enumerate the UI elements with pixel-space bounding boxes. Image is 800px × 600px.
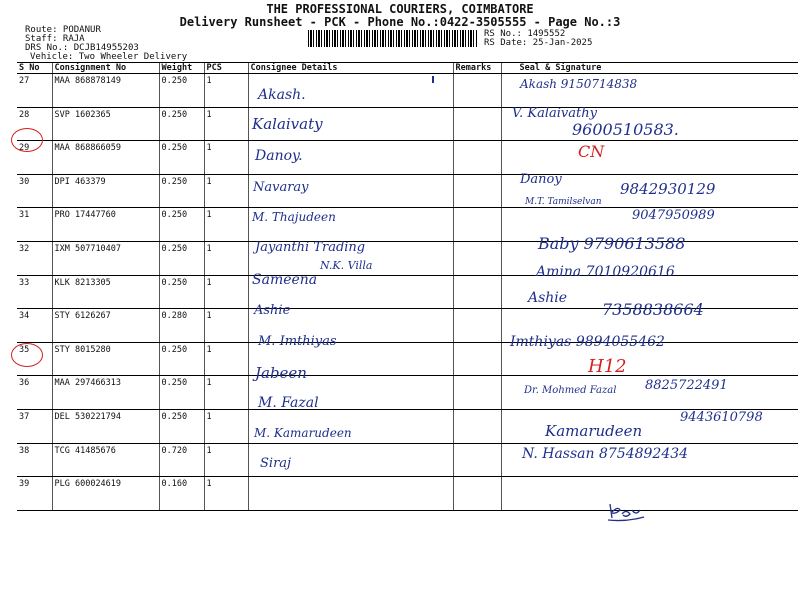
row-consignment: MAA 868878149 bbox=[52, 74, 159, 108]
row-pcs: 1 bbox=[204, 443, 248, 477]
handwritten-consignee: Sameena bbox=[252, 272, 318, 288]
red-remark: CN bbox=[578, 142, 605, 161]
row-pcs: 1 bbox=[204, 477, 248, 511]
row-weight: 0.720 bbox=[159, 443, 204, 477]
handwritten-consignee: M. Imthiyas bbox=[258, 334, 337, 349]
row-sno: 36 bbox=[17, 376, 52, 410]
row-remarks bbox=[453, 376, 501, 410]
row-signature bbox=[501, 141, 798, 175]
row-sno: 33 bbox=[17, 275, 52, 309]
row-sno: 29 bbox=[17, 141, 52, 175]
row-weight: 0.280 bbox=[159, 309, 204, 343]
row-consignee bbox=[248, 477, 453, 511]
table-header-row bbox=[17, 63, 798, 74]
handwritten-signature: Dr. Mohmed Fazal bbox=[524, 385, 617, 396]
table-row bbox=[17, 477, 798, 511]
row-sno: 30 bbox=[17, 174, 52, 208]
row-remarks bbox=[453, 241, 501, 275]
handwritten-consignee: Navaray bbox=[253, 180, 309, 195]
handwritten-signature: Amina 7010920616 bbox=[536, 264, 675, 280]
ink-mark bbox=[432, 76, 434, 83]
row-weight: 0.250 bbox=[159, 275, 204, 309]
header-signature: Seal & Signature bbox=[501, 63, 798, 74]
barcode bbox=[308, 30, 478, 47]
header-consignment: Consignment No bbox=[52, 63, 159, 74]
red-circle-mark bbox=[11, 128, 43, 152]
handwritten-signature: Akash 9150714838 bbox=[520, 77, 638, 91]
row-remarks bbox=[453, 141, 501, 175]
row-weight: 0.250 bbox=[159, 342, 204, 376]
row-weight: 0.250 bbox=[159, 107, 204, 141]
handwritten-signature: Kamarudeen bbox=[545, 422, 643, 440]
handwritten-signature: 9443610798 bbox=[680, 410, 763, 425]
row-consignment: PLG 600024619 bbox=[52, 477, 159, 511]
row-pcs: 1 bbox=[204, 141, 248, 175]
row-sno: 35 bbox=[17, 342, 52, 376]
row-consignment: MAA 868866059 bbox=[52, 141, 159, 175]
row-sno: 37 bbox=[17, 409, 52, 443]
row-weight: 0.250 bbox=[159, 141, 204, 175]
handwritten-signature: M.T. Tamilselvan bbox=[525, 197, 602, 207]
row-weight: 0.250 bbox=[159, 74, 204, 108]
header-remarks: Remarks bbox=[453, 63, 501, 74]
header-pcs: PCS bbox=[204, 63, 248, 74]
row-consignment: DEL 530221794 bbox=[52, 409, 159, 443]
row-sno: 27 bbox=[17, 74, 52, 108]
table-row bbox=[17, 107, 798, 141]
row-consignment: MAA 297466313 bbox=[52, 376, 159, 410]
runsheet-table bbox=[17, 62, 798, 511]
row-sno: 32 bbox=[17, 241, 52, 275]
row-pcs: 1 bbox=[204, 275, 248, 309]
header-weight: Weight bbox=[159, 63, 204, 74]
row-sno: 34 bbox=[17, 309, 52, 343]
row-remarks bbox=[453, 342, 501, 376]
row-weight: 0.250 bbox=[159, 241, 204, 275]
row-remarks bbox=[453, 309, 501, 343]
handwritten-signature: 7358838664 bbox=[602, 300, 704, 319]
row-weight: 0.250 bbox=[159, 409, 204, 443]
row-pcs: 1 bbox=[204, 174, 248, 208]
row-consignment: IXM 507710407 bbox=[52, 241, 159, 275]
handwritten-consignee: Jabeen bbox=[255, 364, 307, 382]
row-sno: 28 bbox=[17, 107, 52, 141]
row-weight: 0.250 bbox=[159, 376, 204, 410]
row-remarks bbox=[453, 208, 501, 242]
row-pcs: 1 bbox=[204, 107, 248, 141]
row-pcs: 1 bbox=[204, 409, 248, 443]
handwritten-signature: 8825722491 bbox=[645, 378, 728, 393]
handwritten-signature: N. Hassan 8754892434 bbox=[522, 446, 689, 462]
table-row bbox=[17, 141, 798, 175]
row-remarks bbox=[453, 174, 501, 208]
handwritten-signature: Danoy bbox=[520, 172, 562, 187]
handwritten-signature: 9047950989 bbox=[632, 208, 715, 223]
row-weight: 0.250 bbox=[159, 208, 204, 242]
initials-signature bbox=[606, 500, 646, 524]
header-consignee: Consignee Details bbox=[248, 63, 453, 74]
red-remark: H12 bbox=[588, 356, 627, 377]
rs-number: RS No.: 1495552 bbox=[484, 29, 566, 39]
staff-label: Staff: RAJA bbox=[25, 34, 85, 44]
row-consignment: PRO 17447760 bbox=[52, 208, 159, 242]
handwritten-consignee: Kalaivaty bbox=[252, 115, 323, 133]
row-consignment: DPI 463379 bbox=[52, 174, 159, 208]
row-pcs: 1 bbox=[204, 376, 248, 410]
row-pcs: 1 bbox=[204, 309, 248, 343]
handwritten-signature: 9600510583. bbox=[572, 120, 679, 139]
row-remarks bbox=[453, 409, 501, 443]
handwritten-consignee: Ashie bbox=[254, 303, 291, 318]
row-remarks bbox=[453, 275, 501, 309]
row-remarks bbox=[453, 74, 501, 108]
row-remarks bbox=[453, 107, 501, 141]
handwritten-consignee: M. Thajudeen bbox=[252, 210, 336, 224]
row-pcs: 1 bbox=[204, 74, 248, 108]
handwritten-consignee: Jayanthi Trading bbox=[255, 240, 366, 255]
row-sno: 38 bbox=[17, 443, 52, 477]
row-weight: 0.250 bbox=[159, 174, 204, 208]
row-weight: 0.160 bbox=[159, 477, 204, 511]
handwritten-consignee: M. Kamarudeen bbox=[254, 426, 352, 440]
handwritten-consignee: Danoy. bbox=[255, 148, 303, 164]
route-label: Route: PODANUR bbox=[25, 25, 101, 35]
vehicle-label: Vehicle: Two Wheeler Delivery bbox=[30, 52, 188, 62]
row-remarks bbox=[453, 443, 501, 477]
row-consignment: SVP 1602365 bbox=[52, 107, 159, 141]
row-consignment: TCG 41485676 bbox=[52, 443, 159, 477]
row-consignment: STY 6126267 bbox=[52, 309, 159, 343]
table-row bbox=[17, 74, 798, 108]
row-sno: 31 bbox=[17, 208, 52, 242]
handwritten-signature: Baby 9790613588 bbox=[538, 234, 686, 253]
row-pcs: 1 bbox=[204, 208, 248, 242]
handwritten-signature: V. Kalaivathy bbox=[512, 106, 597, 121]
row-pcs: 1 bbox=[204, 241, 248, 275]
runsheet-subtitle: Delivery Runsheet - PCK - Phone No.:0422-3505555 - Page No.:3 bbox=[179, 15, 621, 29]
row-sno: 39 bbox=[17, 477, 52, 511]
handwritten-consignee: M. Fazal bbox=[258, 395, 319, 411]
handwritten-signature: 9842930129 bbox=[620, 180, 716, 198]
row-consignment: STY 8015280 bbox=[52, 342, 159, 376]
drs-number: DRS No.: DCJB14955203 bbox=[25, 43, 139, 53]
red-circle-mark bbox=[11, 343, 43, 367]
handwritten-consignee: Siraj bbox=[260, 456, 292, 471]
handwritten-consignee: N.K. Villa bbox=[320, 259, 373, 272]
row-pcs: 1 bbox=[204, 342, 248, 376]
row-consignment: KLK 8213305 bbox=[52, 275, 159, 309]
row-signature bbox=[501, 477, 798, 511]
handwritten-consignee: Akash. bbox=[258, 87, 306, 103]
table-row bbox=[17, 342, 798, 376]
company-title: THE PROFESSIONAL COURIERS, COIMBATORE bbox=[266, 2, 534, 16]
handwritten-signature: Imthiyas 9894055462 bbox=[510, 334, 665, 350]
row-remarks bbox=[453, 477, 501, 511]
handwritten-signature: Ashie bbox=[528, 290, 568, 306]
rs-date: RS Date: 25-Jan-2025 bbox=[484, 38, 593, 48]
header-sno: S No bbox=[17, 63, 52, 74]
